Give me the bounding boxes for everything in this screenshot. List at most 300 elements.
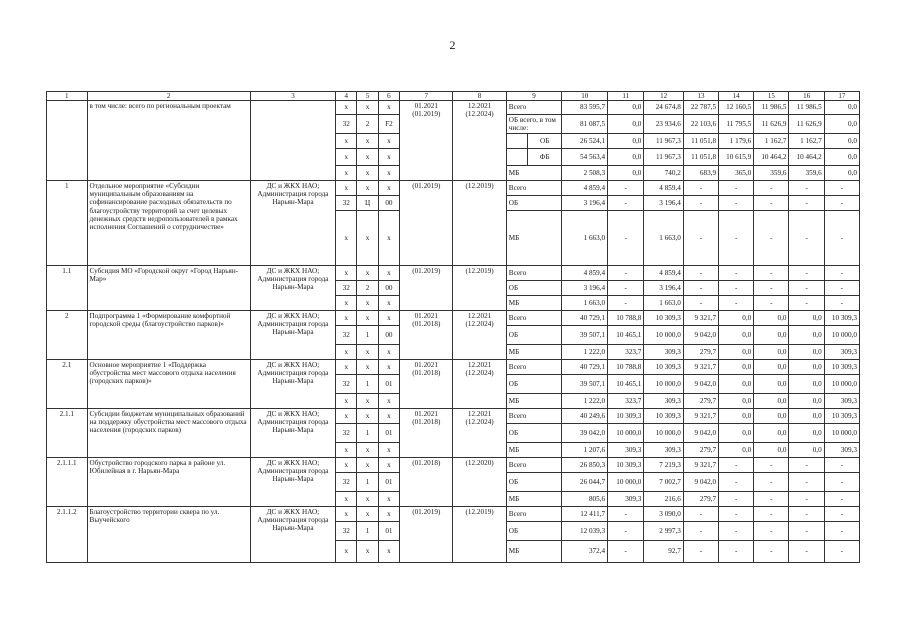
amount-cell: - bbox=[754, 492, 789, 507]
code-om: x bbox=[378, 360, 399, 375]
amount-cell: 279,7 bbox=[683, 443, 718, 458]
amount-cell: 11 051,8 bbox=[683, 149, 718, 166]
amount-cell: 7 002,7 bbox=[644, 473, 683, 492]
amount-cell: - bbox=[719, 281, 754, 296]
code-gp: x bbox=[336, 181, 357, 196]
amount-cell: 1 663,0 bbox=[562, 211, 608, 266]
amount-cell: 11 051,8 bbox=[683, 134, 718, 149]
code-pp: 1 bbox=[357, 375, 378, 394]
end-date-line: 12.2021 bbox=[467, 102, 492, 110]
amount-cell: - bbox=[608, 541, 644, 563]
end-date-line: (12.2019) bbox=[465, 508, 494, 516]
amount-cell: - bbox=[789, 181, 824, 196]
amount-cell: 22 787,5 bbox=[683, 101, 718, 115]
amount-cell: 10 309,3 bbox=[824, 311, 859, 326]
code-gp: x bbox=[336, 101, 357, 115]
amount-cell: 309,3 bbox=[824, 345, 859, 360]
amount-cell: - bbox=[608, 281, 644, 296]
amount-cell: - bbox=[719, 296, 754, 311]
amount-cell: - bbox=[789, 492, 824, 507]
amount-cell: - bbox=[719, 507, 754, 522]
amount-cell: 54 563,4 bbox=[562, 149, 608, 166]
end-date-line: (12.2024) bbox=[465, 418, 494, 427]
amount-cell: 10 464,2 bbox=[754, 149, 789, 166]
column-number: 8 bbox=[453, 92, 506, 101]
amount-cell: 0,0 bbox=[719, 424, 754, 443]
start-date-line: (01.2018) bbox=[412, 418, 441, 427]
funding-source: ОБ bbox=[506, 375, 561, 394]
amount-cell: 279,7 bbox=[683, 345, 718, 360]
funding-source: ОБ bbox=[506, 473, 561, 492]
code-pp: x bbox=[357, 101, 378, 115]
amount-cell: - bbox=[608, 266, 644, 281]
amount-cell: 4 859,4 bbox=[644, 181, 683, 196]
amount-cell: 683,9 bbox=[683, 166, 718, 181]
amount-cell: - bbox=[754, 211, 789, 266]
table-row bbox=[47, 409, 860, 424]
code-pp: 2 bbox=[357, 281, 378, 296]
amount-cell: 0,0 bbox=[719, 409, 754, 424]
code-pp: x bbox=[357, 181, 378, 196]
amount-cell: 1 663,0 bbox=[644, 211, 683, 266]
amount-cell: 0,0 bbox=[719, 375, 754, 394]
amount-cell: - bbox=[824, 211, 859, 266]
code-om: x bbox=[378, 211, 399, 266]
funding-source: Всего bbox=[506, 507, 561, 522]
amount-cell: 0,0 bbox=[719, 311, 754, 326]
source-indent bbox=[506, 149, 527, 166]
code-om: 01 bbox=[378, 375, 399, 394]
item-executor: ДС и ЖКХ НАО; Администрация города Нарьян-Мара bbox=[250, 409, 335, 458]
end-date-line: (12.2024) bbox=[465, 369, 494, 378]
column-number: 15 bbox=[754, 92, 789, 101]
end-date bbox=[453, 311, 506, 360]
end-date-line: 12.2021 bbox=[467, 312, 492, 320]
amount-cell: 0,0 bbox=[824, 134, 859, 149]
end-date bbox=[453, 409, 506, 458]
amount-cell: 10 000,0 bbox=[644, 424, 683, 443]
amount-cell: - bbox=[608, 181, 644, 196]
code-om: x bbox=[378, 492, 399, 507]
amount-cell: 323,7 bbox=[608, 394, 644, 409]
start-date-line: 01.2021 bbox=[414, 410, 438, 418]
end-date bbox=[453, 458, 506, 507]
funding-source: МБ bbox=[506, 296, 561, 311]
amount-cell: - bbox=[719, 522, 754, 541]
amount-cell: - bbox=[608, 507, 644, 522]
column-number: 9 bbox=[506, 92, 561, 101]
code-om: x bbox=[378, 181, 399, 196]
amount-cell: 12 160,5 bbox=[719, 101, 754, 115]
funding-source: ОБ bbox=[506, 424, 561, 443]
amount-cell: 26 524,1 bbox=[562, 134, 608, 149]
amount-cell: 1 179,6 bbox=[719, 134, 754, 149]
column-number: 14 bbox=[719, 92, 754, 101]
amount-cell: 0,0 bbox=[754, 375, 789, 394]
code-pp: 1 bbox=[357, 473, 378, 492]
code-pp: 1 bbox=[357, 326, 378, 345]
code-om: x bbox=[378, 345, 399, 360]
amount-cell: - bbox=[719, 196, 754, 211]
amount-cell: 1 162,7 bbox=[754, 134, 789, 149]
start-date bbox=[400, 409, 453, 458]
end-date-line: (12.2020) bbox=[465, 459, 494, 467]
code-om: 00 bbox=[378, 326, 399, 345]
page-number: 2 bbox=[449, 38, 456, 52]
amount-cell: - bbox=[719, 541, 754, 563]
amount-cell: - bbox=[824, 266, 859, 281]
item-executor: ДС и ЖКХ НАО; Администрация города Нарьян-Мара bbox=[250, 360, 335, 409]
amount-cell: - bbox=[789, 296, 824, 311]
code-gp: 32 bbox=[336, 424, 357, 443]
amount-cell: 3 196,4 bbox=[644, 196, 683, 211]
code-pp: x bbox=[357, 134, 378, 149]
code-pp: x bbox=[357, 166, 378, 181]
amount-cell: 0,0 bbox=[789, 326, 824, 345]
amount-cell: 10 788,8 bbox=[608, 360, 644, 375]
amount-cell: 10 000,0 bbox=[644, 326, 683, 345]
funding-source: МБ bbox=[506, 394, 561, 409]
code-pp: x bbox=[357, 266, 378, 281]
amount-cell: - bbox=[719, 211, 754, 266]
amount-cell: - bbox=[824, 181, 859, 196]
code-om: x bbox=[378, 394, 399, 409]
amount-cell: - bbox=[824, 541, 859, 563]
code-pp: x bbox=[357, 394, 378, 409]
amount-cell: 9 042,0 bbox=[683, 473, 718, 492]
start-date-line: 01.2021 bbox=[414, 102, 438, 110]
amount-cell: - bbox=[824, 507, 859, 522]
code-om: x bbox=[378, 149, 399, 166]
column-number: 12 bbox=[644, 92, 683, 101]
code-om: x bbox=[378, 101, 399, 115]
start-date-line: (01.2019) bbox=[412, 508, 441, 516]
column-number: 13 bbox=[683, 92, 718, 101]
code-om: x bbox=[378, 443, 399, 458]
amount-cell: - bbox=[754, 473, 789, 492]
amount-cell: - bbox=[789, 473, 824, 492]
amount-cell: - bbox=[754, 181, 789, 196]
amount-cell: 0,0 bbox=[824, 101, 859, 115]
amount-cell: - bbox=[789, 266, 824, 281]
amount-cell: 1 663,0 bbox=[562, 296, 608, 311]
amount-cell: - bbox=[824, 473, 859, 492]
amount-cell: 10 000,0 bbox=[608, 473, 644, 492]
item-name: в том числе: всего по региональным проектам bbox=[87, 101, 250, 181]
code-gp: x bbox=[336, 134, 357, 149]
amount-cell: 9 321,7 bbox=[683, 458, 718, 473]
table-row bbox=[47, 101, 860, 115]
amount-cell: 92,7 bbox=[644, 541, 683, 563]
amount-cell: 26 044,7 bbox=[562, 473, 608, 492]
amount-cell: 1 207,6 bbox=[562, 443, 608, 458]
amount-cell: - bbox=[719, 266, 754, 281]
amount-cell: 1 663,0 bbox=[644, 296, 683, 311]
item-executor: ДС и ЖКХ НАО; Администрация города Нарьян-Мара bbox=[250, 181, 335, 266]
code-pp: x bbox=[357, 492, 378, 507]
amount-cell: 0,0 bbox=[608, 101, 644, 115]
column-number: 1 bbox=[47, 92, 88, 101]
funding-source: ОБ всего, в том числе: bbox=[506, 115, 561, 134]
item-number: 1 bbox=[47, 181, 88, 266]
item-executor: ДС и ЖКХ НАО; Администрация города Нарьян-Мара bbox=[250, 311, 335, 360]
amount-cell: 10 309,3 bbox=[644, 409, 683, 424]
item-name: Отдельное мероприятие «Субсидии муниципальным образованиям на софинансирование расходных обязательств по благоустройству территорий за счет целевых денежных средств недропользователей в рамках исполнения Соглашений о сотрудничестве» bbox=[87, 181, 250, 266]
amount-cell: 309,3 bbox=[608, 443, 644, 458]
amount-cell: 0,0 bbox=[789, 375, 824, 394]
amount-cell: 10 309,3 bbox=[644, 311, 683, 326]
amount-cell: - bbox=[719, 458, 754, 473]
amount-cell: 309,3 bbox=[824, 394, 859, 409]
amount-cell: 365,0 bbox=[719, 166, 754, 181]
amount-cell: 1 162,7 bbox=[789, 134, 824, 149]
amount-cell: 9 321,7 bbox=[683, 360, 718, 375]
amount-cell: 40 249,6 bbox=[562, 409, 608, 424]
amount-cell: 309,3 bbox=[608, 492, 644, 507]
amount-cell: - bbox=[824, 281, 859, 296]
amount-cell: 11 626,9 bbox=[789, 115, 824, 134]
amount-cell: 0,0 bbox=[754, 326, 789, 345]
code-pp: 1 bbox=[357, 424, 378, 443]
amount-cell: - bbox=[824, 522, 859, 541]
column-number: 5 bbox=[357, 92, 378, 101]
code-om: F2 bbox=[378, 115, 399, 134]
amount-cell: - bbox=[754, 458, 789, 473]
amount-cell: 7 219,3 bbox=[644, 458, 683, 473]
item-number: 2 bbox=[47, 311, 88, 360]
amount-cell: 10 788,8 bbox=[608, 311, 644, 326]
amount-cell: - bbox=[789, 211, 824, 266]
amount-cell: 0,0 bbox=[719, 360, 754, 375]
amount-cell: - bbox=[754, 507, 789, 522]
code-om: 01 bbox=[378, 424, 399, 443]
funding-source: Всего bbox=[506, 458, 561, 473]
table-row bbox=[47, 266, 860, 281]
amount-cell: - bbox=[608, 196, 644, 211]
amount-cell: 0,0 bbox=[719, 394, 754, 409]
amount-cell: 2 997,3 bbox=[644, 522, 683, 541]
code-pp: x bbox=[357, 311, 378, 326]
column-number: 17 bbox=[824, 92, 859, 101]
amount-cell: - bbox=[683, 522, 718, 541]
amount-cell: 3 196,4 bbox=[562, 196, 608, 211]
amount-cell: 1 222,0 bbox=[562, 394, 608, 409]
amount-cell: - bbox=[824, 492, 859, 507]
funding-source: Всего bbox=[506, 360, 561, 375]
code-pp: x bbox=[357, 507, 378, 522]
amount-cell: 9 042,0 bbox=[683, 424, 718, 443]
code-gp: x bbox=[336, 311, 357, 326]
code-pp: x bbox=[357, 360, 378, 375]
start-date bbox=[400, 360, 453, 409]
amount-cell: - bbox=[683, 507, 718, 522]
start-date-line: 01.2021 bbox=[414, 312, 438, 320]
code-gp: 32 bbox=[336, 473, 357, 492]
amount-cell: - bbox=[824, 196, 859, 211]
amount-cell: - bbox=[683, 211, 718, 266]
end-date-line: (12.2024) bbox=[465, 320, 494, 329]
end-date bbox=[453, 507, 506, 563]
end-date-line: (12.2019) bbox=[465, 267, 494, 275]
amount-cell: 0,0 bbox=[608, 149, 644, 166]
item-number: 2.1.1.1 bbox=[47, 458, 88, 507]
item-executor: ДС и ЖКХ НАО; Администрация города Нарьян-Мара bbox=[250, 458, 335, 507]
code-pp: x bbox=[357, 345, 378, 360]
code-om: x bbox=[378, 266, 399, 281]
amount-cell: 11 795,5 bbox=[719, 115, 754, 134]
amount-cell: 10 465,1 bbox=[608, 326, 644, 345]
amount-cell: - bbox=[683, 296, 718, 311]
item-name: Подпрограмма 1 «Формирование комфортной городской среды (благоустройство парков)» bbox=[87, 311, 250, 360]
code-pp: x bbox=[357, 149, 378, 166]
funding-source: Всего bbox=[506, 101, 561, 115]
table-row bbox=[47, 360, 860, 375]
funding-source: Всего bbox=[506, 409, 561, 424]
amount-cell: 372,4 bbox=[562, 541, 608, 563]
amount-cell: 40 729,1 bbox=[562, 311, 608, 326]
table-row bbox=[47, 181, 860, 196]
table-row bbox=[47, 458, 860, 473]
amount-cell: 279,7 bbox=[683, 394, 718, 409]
end-date-line: (12.2019) bbox=[465, 182, 494, 190]
start-date-line: (01.2018) bbox=[412, 369, 441, 378]
start-date bbox=[400, 311, 453, 360]
funding-source: ОБ bbox=[506, 281, 561, 296]
code-gp: x bbox=[336, 409, 357, 424]
amount-cell: - bbox=[789, 507, 824, 522]
code-pp: Ц bbox=[357, 196, 378, 211]
code-gp: 32 bbox=[336, 375, 357, 394]
amount-cell: 0,0 bbox=[824, 149, 859, 166]
funding-source: Всего bbox=[506, 266, 561, 281]
code-gp: 32 bbox=[336, 196, 357, 211]
amount-cell: - bbox=[683, 266, 718, 281]
amount-cell: 3 196,4 bbox=[562, 281, 608, 296]
amount-cell: 4 859,4 bbox=[562, 266, 608, 281]
code-gp: x bbox=[336, 166, 357, 181]
amount-cell: - bbox=[608, 522, 644, 541]
code-gp: x bbox=[336, 507, 357, 522]
amount-cell: 0,0 bbox=[824, 166, 859, 181]
amount-cell: 3 196,4 bbox=[644, 281, 683, 296]
amount-cell: 0,0 bbox=[754, 443, 789, 458]
amount-cell: 4 859,4 bbox=[562, 181, 608, 196]
amount-cell: 359,6 bbox=[754, 166, 789, 181]
amount-cell: - bbox=[789, 522, 824, 541]
code-om: x bbox=[378, 541, 399, 563]
code-pp: x bbox=[357, 541, 378, 563]
amount-cell: 0,0 bbox=[789, 443, 824, 458]
code-gp: x bbox=[336, 541, 357, 563]
code-pp: x bbox=[357, 409, 378, 424]
amount-cell: - bbox=[754, 281, 789, 296]
column-number: 7 bbox=[400, 92, 453, 101]
column-number: 3 bbox=[250, 92, 335, 101]
code-gp: 32 bbox=[336, 281, 357, 296]
amount-cell: 0,0 bbox=[789, 424, 824, 443]
amount-cell: - bbox=[789, 541, 824, 563]
column-number: 2 bbox=[87, 92, 250, 101]
amount-cell: - bbox=[683, 181, 718, 196]
column-number: 16 bbox=[789, 92, 824, 101]
amount-cell: 81 087,5 bbox=[562, 115, 608, 134]
code-om: x bbox=[378, 507, 399, 522]
amount-cell: 10 000,0 bbox=[608, 424, 644, 443]
start-date-line: (01.2019) bbox=[412, 110, 441, 119]
table-row bbox=[47, 311, 860, 326]
code-gp: x bbox=[336, 296, 357, 311]
start-date-line: (01.2018) bbox=[412, 459, 441, 467]
amount-cell: 11 967,3 bbox=[644, 134, 683, 149]
start-date bbox=[400, 458, 453, 507]
item-executor: ДС и ЖКХ НАО; Администрация города Нарьян-Мара bbox=[250, 507, 335, 563]
amount-cell: - bbox=[683, 196, 718, 211]
item-number: 1.1 bbox=[47, 266, 88, 311]
amount-cell: 11 986,5 bbox=[754, 101, 789, 115]
code-gp: x bbox=[336, 211, 357, 266]
funding-source: МБ bbox=[506, 492, 561, 507]
amount-cell: 3 090,0 bbox=[644, 507, 683, 522]
item-name: Благоустройство территории сквера по ул. Выучейского bbox=[87, 507, 250, 563]
item-executor: ДС и ЖКХ НАО; Администрация города Нарьян-Мара bbox=[250, 266, 335, 311]
amount-cell: 0,0 bbox=[754, 394, 789, 409]
code-pp: 2 bbox=[357, 115, 378, 134]
amount-cell: 10 000,0 bbox=[824, 424, 859, 443]
code-gp: 32 bbox=[336, 115, 357, 134]
amount-cell: - bbox=[754, 522, 789, 541]
code-om: 00 bbox=[378, 196, 399, 211]
funding-source: ОБ bbox=[506, 326, 561, 345]
end-date-line: 12.2021 bbox=[467, 410, 492, 418]
amount-cell: 10 615,9 bbox=[719, 149, 754, 166]
amount-cell: - bbox=[789, 281, 824, 296]
item-number: 2.1.1 bbox=[47, 409, 88, 458]
amount-cell: 9 042,0 bbox=[683, 375, 718, 394]
amount-cell: 0,0 bbox=[754, 360, 789, 375]
item-number: 2.1 bbox=[47, 360, 88, 409]
code-om: x bbox=[378, 166, 399, 181]
amount-cell: 10 464,2 bbox=[789, 149, 824, 166]
end-date bbox=[453, 360, 506, 409]
amount-cell: 0,0 bbox=[608, 115, 644, 134]
amount-cell: - bbox=[719, 473, 754, 492]
amount-cell: 39 507,1 bbox=[562, 326, 608, 345]
start-date-line: (01.2019) bbox=[412, 182, 441, 190]
item-number bbox=[47, 101, 88, 181]
code-om: x bbox=[378, 296, 399, 311]
code-gp: x bbox=[336, 492, 357, 507]
funding-source: МБ bbox=[506, 443, 561, 458]
amount-cell: - bbox=[824, 458, 859, 473]
start-date bbox=[400, 101, 453, 181]
amount-cell: 83 595,7 bbox=[562, 101, 608, 115]
amount-cell: 0,0 bbox=[608, 166, 644, 181]
amount-cell: 9 042,0 bbox=[683, 326, 718, 345]
start-date bbox=[400, 507, 453, 563]
amount-cell: 216,6 bbox=[644, 492, 683, 507]
code-om: 01 bbox=[378, 522, 399, 541]
code-gp: 32 bbox=[336, 522, 357, 541]
amount-cell: 24 674,8 bbox=[644, 101, 683, 115]
funding-source: МБ bbox=[506, 211, 561, 266]
funding-source: ОБ bbox=[506, 522, 561, 541]
amount-cell: 9 321,7 bbox=[683, 409, 718, 424]
amount-cell: 323,7 bbox=[608, 345, 644, 360]
item-number: 2.1.1.2 bbox=[47, 507, 88, 563]
amount-cell: 22 103,6 bbox=[683, 115, 718, 134]
amount-cell: - bbox=[683, 281, 718, 296]
amount-cell: 11 967,3 bbox=[644, 149, 683, 166]
